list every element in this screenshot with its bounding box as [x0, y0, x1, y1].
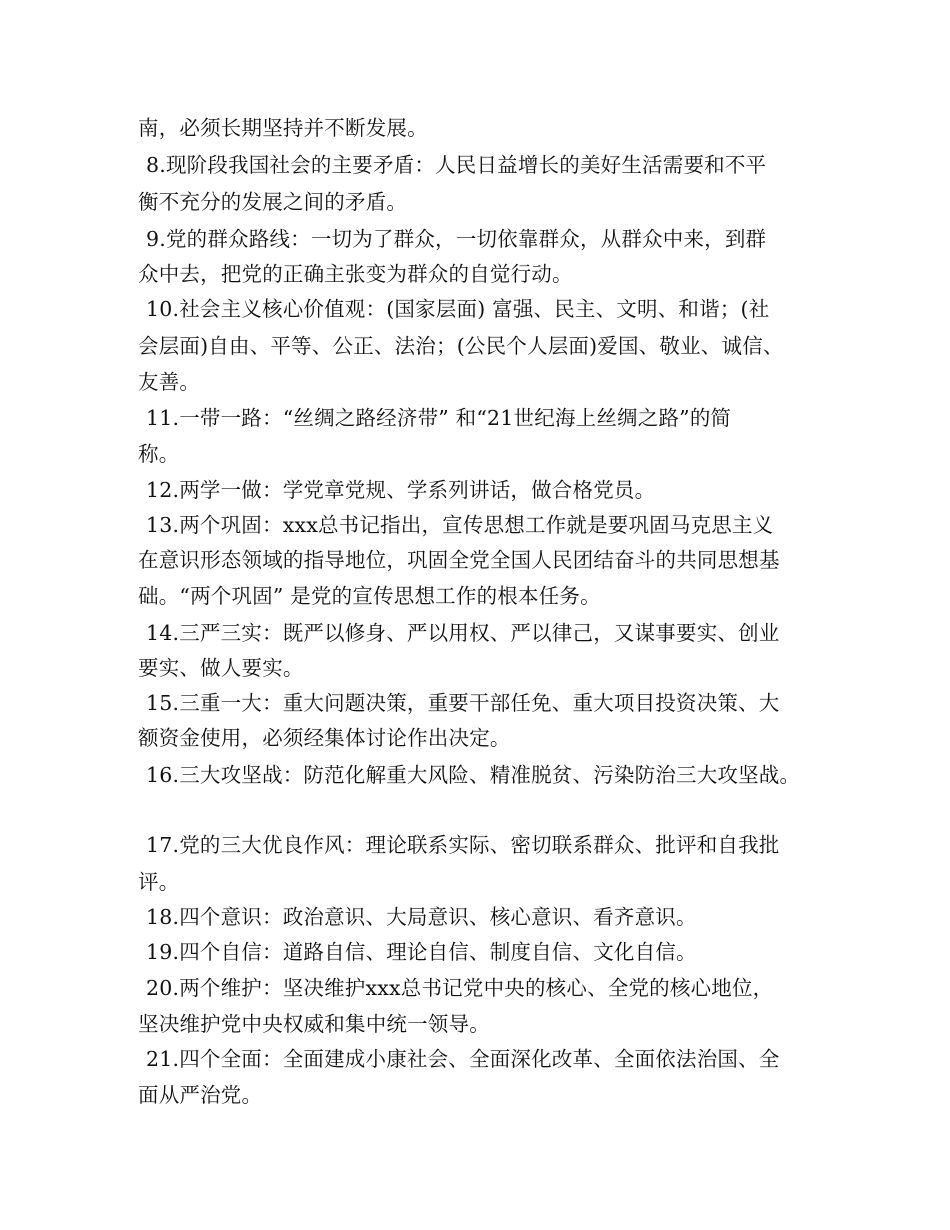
text-line: 友善。: [138, 370, 201, 394]
text-line: 15.三重一大：重大问题决策，重要干部任免、重大项目投资决策、大: [146, 691, 780, 715]
text-line: 南，必须长期坚持并不断发展。: [138, 116, 428, 140]
text-line: 要实、做人要实。: [138, 656, 304, 680]
text-line: 14.三严三实：既严以修身、严以用权、严以律己，又谋事要实、创业: [146, 621, 780, 645]
text-line: 11.一带一路：“丝绸之路经济带” 和“21世纪海上丝绸之路”的简: [146, 406, 732, 430]
text-line: 21.四个全面：全面建成小康社会、全面深化改革、全面依法治国、全: [146, 1047, 780, 1071]
text-line: 20.两个维护：坚决维护xxx总书记党中央的核心、全党的核心地位，: [146, 976, 774, 1000]
text-line: 9.党的群众路线：一切为了群众，一切依靠群众，从群众中来，到群: [146, 227, 767, 251]
text-line: 称。: [138, 442, 180, 466]
text-line: 众中去，把党的正确主张变为群众的自觉行动。: [138, 262, 573, 286]
text-line: 在意识形态领域的指导地位，巩固全党全国人民团结奋斗的共同思想基: [138, 548, 780, 572]
text-line: 坚决维护党中央权威和集中统一领导。: [138, 1012, 490, 1036]
text-line: 16.三大攻坚战：防范化解重大风险、精准脱贫、污染防治三大攻坚战。: [146, 763, 801, 787]
text-line: 10.社会主义核心价值观：(国家层面) 富强、民主、文明、和谐；(社: [146, 297, 770, 321]
text-line: 面从严治党。: [138, 1083, 263, 1107]
text-line: 19.四个自信：道路自信、理论自信、制度自信、文化自信。: [146, 940, 697, 964]
text-line: 衡不充分的发展之间的矛盾。: [138, 190, 408, 214]
text-line: 12.两学一做：学党章党规、学系列讲话，做合格党员。: [146, 478, 656, 502]
text-line: 评。: [138, 870, 180, 894]
text-line: 17.党的三大优良作风：理论联系实际、密切联系群众、批评和自我批: [146, 833, 780, 857]
text-line: 会层面)自由、平等、公正、法治；(公民个人层面)爱国、敬业、诚信、: [138, 334, 784, 358]
text-line: 8.现阶段我国社会的主要矛盾：人民日益增长的美好生活需要和不平: [146, 153, 767, 177]
text-line: 础。“两个巩固” 是党的宣传思想工作的根本任务。: [138, 584, 601, 608]
text-line: 额资金使用，必须经集体讨论作出决定。: [138, 726, 511, 750]
text-line: 13.两个巩固：xxx总书记指出，宣传思想工作就是要巩固马克思主义: [146, 513, 774, 537]
text-line: 18.四个意识：政治意识、大局意识、核心意识、看齐意识。: [146, 905, 697, 929]
